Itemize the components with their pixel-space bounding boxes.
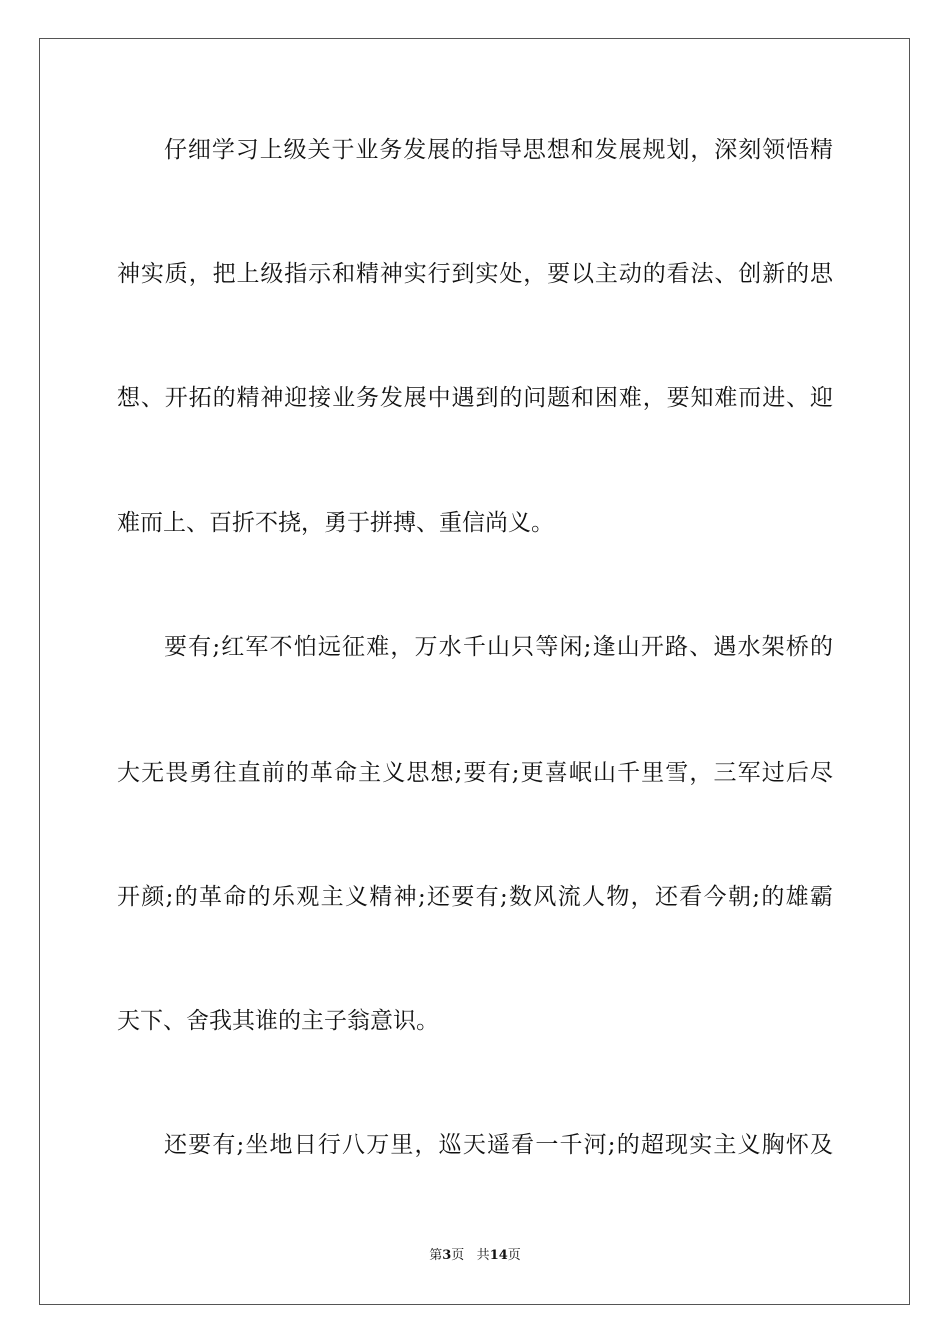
total-pages-number: 14 — [489, 1248, 508, 1263]
footer-prefix: 第 — [429, 1248, 443, 1263]
page-border — [39, 38, 910, 1305]
text-line: 神实质，把上级指示和精神实行到实处，要以主动的看法、创新的思 — [117, 261, 833, 287]
footer-total-prefix: 共 — [476, 1248, 490, 1263]
text-line: 天下、舍我其谁的主子翁意识。 — [117, 1008, 439, 1034]
current-page-number: 3 — [442, 1248, 452, 1263]
footer-page-suffix: 页 — [451, 1248, 465, 1263]
text-line: 还要有;坐地日行八万里，巡天遥看一千河;的超现实主义胸怀及 — [164, 1132, 833, 1158]
text-line: 想、开拓的精神迎接业务发展中遇到的问题和困难，要知难而进、迎 — [117, 385, 833, 411]
page-footer — [0, 1247, 950, 1265]
text-line: 大无畏勇往直前的革命主义思想;要有;更喜岷山千里雪，三军过后尽 — [117, 760, 833, 786]
footer-total-suffix: 页 — [507, 1248, 521, 1263]
text-line: 难而上、百折不挠，勇于拼搏、重信尚义。 — [117, 510, 554, 536]
text-line: 仔细学习上级关于业务发展的指导思想和发展规划，深刻领悟精 — [164, 137, 833, 163]
text-line: 要有;红军不怕远征难，万水千山只等闲;逢山开路、遇水架桥的 — [164, 634, 833, 660]
text-line: 开颜;的革命的乐观主义精神;还要有;数风流人物，还看今朝;的雄霸 — [117, 884, 833, 910]
